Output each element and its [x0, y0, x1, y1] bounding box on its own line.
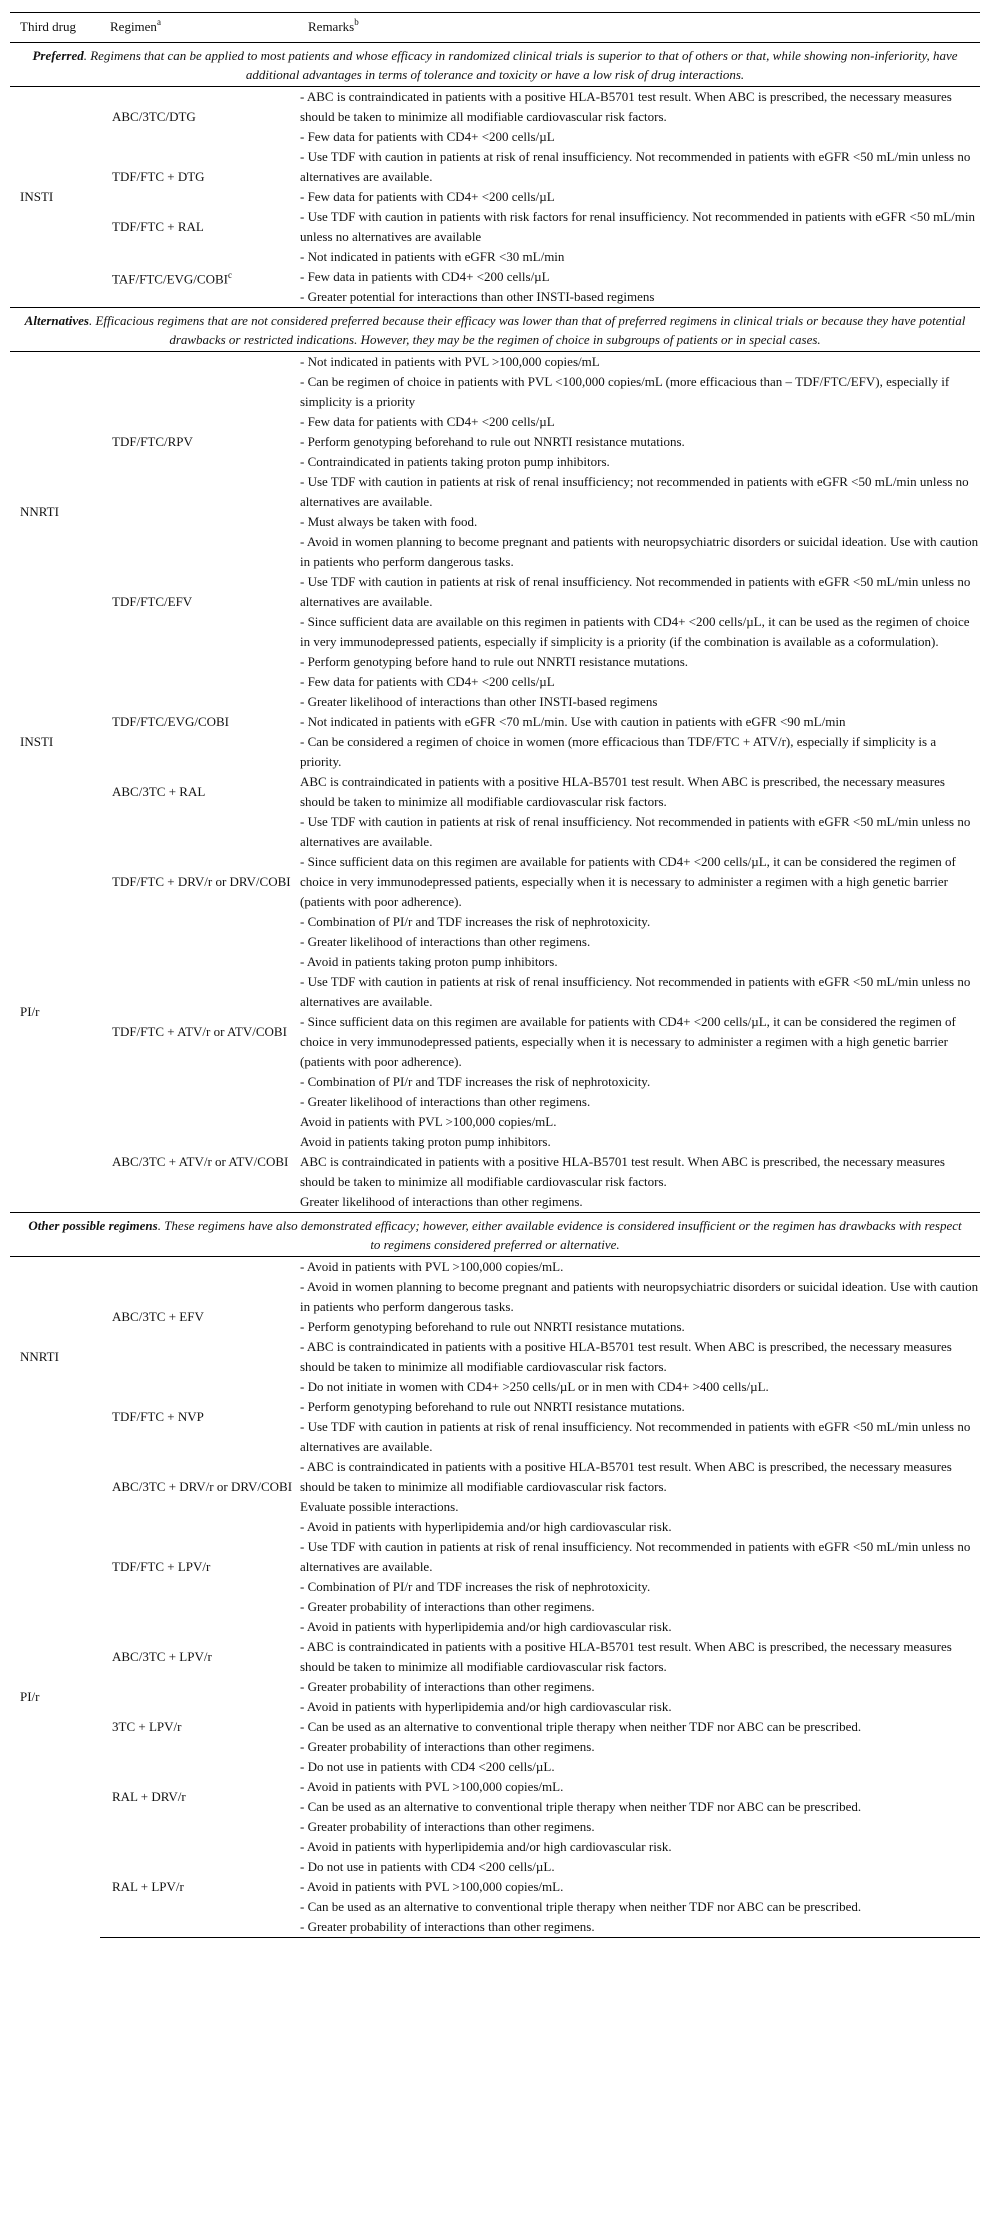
remark-line: - Avoid in women planning to become pregnant and patients with neuropsychiatric disorders or suicidal ideation. Use with caution in patients who perform dangerous tasks. — [300, 1279, 979, 1314]
remarks-cell — [298, 352, 980, 533]
regimen-label: ABC/3TC + RAL — [112, 784, 206, 799]
regimen-cell — [100, 1617, 298, 1697]
regimen-cell — [100, 87, 298, 148]
regimen-cell — [100, 1517, 298, 1617]
regimen-label: RAL + LPV/r — [112, 1879, 184, 1894]
remark-line: - Do not initiate in women with CD4+ >250 cells/µL or in men with CD4+ >400 cells/µL. — [300, 1379, 769, 1394]
regimen-row — [10, 1517, 980, 1617]
regimen-row — [10, 1757, 980, 1837]
table-body — [10, 43, 980, 1938]
remark-line: - Few data for patients with CD4+ <200 cells/µL — [300, 189, 555, 204]
remark-line: - Not indicated in patients with PVL >100,000 copies/mL — [300, 354, 600, 369]
remark-line: - Since sufficient data are available on this regimen in patients with CD4+ <200 cells/µL, it can be used as the regimen of choice in very immunodepressed patients, especially if simplicity is a priority (if the combination is available as a coformulation). — [300, 614, 970, 649]
remark-line: - Can be used as an alternative to conventional triple therapy when neither TDF nor ABC can be prescribed. — [300, 1719, 862, 1734]
remark-line: - Can be regimen of choice in patients with PVL <100,000 copies/mL (more efficacious than – TDF/FTC/EFV), especially if simplicity is a priority — [300, 374, 950, 409]
remark-line: - Few data in patients with CD4+ <200 cells/µL — [300, 269, 550, 284]
remark-line: - Not indicated in patients with eGFR <70 mL/min. Use with caution in patients with eGFR <90 mL/min — [300, 714, 846, 729]
regimen-cell — [100, 247, 298, 308]
remark-line: - Avoid in patients with PVL >100,000 copies/mL. — [300, 1879, 564, 1894]
regimen-label: TDF/FTC + RAL — [112, 219, 204, 234]
remarks-cell — [298, 1757, 980, 1837]
regimen-cell — [100, 1257, 298, 1378]
regimen-row — [10, 247, 980, 308]
regimen-cell — [100, 532, 298, 672]
regimen-table — [10, 12, 980, 1938]
remark-line: - Few data for patients with CD4+ <200 cells/µL — [300, 414, 555, 429]
regimen-cell — [100, 1112, 298, 1213]
section-heading — [10, 308, 980, 352]
regimen-cell — [100, 1837, 298, 1938]
regimen-label: ABC/3TC + EFV — [112, 1309, 204, 1324]
regimen-cell — [100, 147, 298, 207]
remark-line: - Use TDF with caution in patients at risk of renal insufficiency. Not recommended in patients with eGFR <50 mL/min unless no alternatives are available. — [300, 814, 971, 849]
section-heading — [10, 43, 980, 87]
remarks-cell — [298, 1837, 980, 1938]
regimen-cell — [100, 1757, 298, 1837]
regimen-cell — [100, 812, 298, 952]
remark-line: - Can be considered a regimen of choice in women (more efficacious than TDF/FTC + ATV/r), especially if simplicity is a priority. — [300, 734, 937, 769]
remark-line: - Use TDF with caution in patients at risk of renal insufficiency; not recommended in patients with eGFR <50 mL/min unless no alternatives are available. — [300, 474, 969, 509]
regimen-label: ABC/3TC + ATV/r or ATV/COBI — [112, 1154, 289, 1169]
remark-line: - Combination of PI/r and TDF increases the risk of nephrotoxicity. — [300, 914, 651, 929]
section-text: . Regimens that can be applied to most patients and whose efficacy in randomized clinical trials is superior to that of others or that, while showing non-inferiority, have additional advantages in terms of tolerance and toxicity or have a low risk of drug interactions. — [83, 48, 958, 82]
remark-line: ABC is contraindicated in patients with a positive HLA-B5701 test result. When ABC is prescribed, the necessary measures should be taken to minimize all modifiable cardiovascular risk factors. — [300, 774, 945, 809]
section-text: . These regimens have also demonstrated efficacy; however, either available evidence is considered insufficient or the regimen has drawbacks with respect to regimens considered preferred or alternative. — [157, 1218, 962, 1252]
remarks-cell — [298, 207, 980, 247]
regimen-row — [10, 772, 980, 812]
remarks-cell — [298, 1697, 980, 1757]
header-regimen: Regimen$^a$ — [100, 13, 298, 43]
remarks-cell — [298, 1257, 980, 1378]
remark-line: - Greater likelihood of interactions than other regimens. — [300, 934, 591, 949]
remark-line: - Greater probability of interactions than other regimens. — [300, 1679, 595, 1694]
remark-line: Evaluate possible interactions. — [300, 1499, 459, 1514]
remarks-cell — [298, 147, 980, 207]
section-heading — [10, 1213, 980, 1257]
remark-line: Avoid in patients with PVL >100,000 copies/mL. — [300, 1114, 557, 1129]
remarks-cell — [298, 812, 980, 952]
remark-line: - Perform genotyping beforehand to rule out NNRTI resistance mutations. — [300, 434, 685, 449]
regimen-row — [10, 1257, 980, 1378]
remark-line: - ABC is contraindicated in patients with a positive HLA-B5701 test result. When ABC is prescribed, the necessary measures should be taken to minimize all modifiable cardiovascular risk factors. — [300, 1459, 952, 1494]
remark-line: - Greater likelihood of interactions than other INSTI-based regimens — [300, 694, 658, 709]
third-drug-cell: PI/r — [20, 1689, 40, 1705]
regimen-cell — [100, 352, 298, 533]
remark-line: - Do not use in patients with CD4 <200 cells/µL. — [300, 1859, 555, 1874]
regimen-row — [10, 352, 980, 533]
remark-line: - Use TDF with caution in patients at risk of renal insufficiency. Not recommended in patients with eGFR <50 mL/min unless no alternatives are available. — [300, 574, 971, 609]
remark-line: - Greater probability of interactions than other regimens. — [300, 1739, 595, 1754]
regimen-row — [10, 1112, 980, 1213]
remark-line: - Use TDF with caution in patients at risk of renal insufficiency. Not recommended in patients with eGFR <50 mL/min unless no alternatives are available. — [300, 1419, 971, 1454]
remark-line: - Avoid in patients with PVL >100,000 copies/mL. — [300, 1779, 564, 1794]
regimen-label: TDF/FTC/EVG/COBI — [112, 714, 230, 729]
footnote-marker: a — [156, 17, 161, 27]
remark-line: - Avoid in patients with PVL >100,000 copies/mL. — [300, 1259, 564, 1274]
regimen-row — [10, 147, 980, 207]
remarks-cell — [298, 1457, 980, 1517]
remark-line: - Can be used as an alternative to conventional triple therapy when neither TDF nor ABC can be prescribed. — [300, 1799, 862, 1814]
section-text: . Efficacious regimens that are not considered preferred because their efficacy was lower than that of preferred regimens in clinical trials or because they have potential drawbacks or restricted indications. However, they may be the regimen of choice in subgroups of patients or in special cases. — [88, 313, 966, 347]
remark-line: - Perform genotyping before hand to rule out NNRTI resistance mutations. — [300, 654, 689, 669]
remarks-cell — [298, 1377, 980, 1457]
regimen-cell — [100, 207, 298, 247]
remarks-cell — [298, 247, 980, 308]
remark-line: - Can be used as an alternative to conventional triple therapy when neither TDF nor ABC can be prescribed. — [300, 1899, 862, 1914]
regimen-cell — [100, 1457, 298, 1517]
table-header — [10, 13, 980, 43]
regimen-row — [10, 532, 980, 672]
remarks-cell — [298, 952, 980, 1112]
section-title: Preferred — [32, 48, 84, 63]
header-third-drug: Third drug — [10, 13, 100, 43]
regimen-cell — [100, 952, 298, 1112]
remark-line: - Perform genotyping beforehand to rule out NNRTI resistance mutations. — [300, 1319, 685, 1334]
remark-line: - ABC is contraindicated in patients with a positive HLA-B5701 test result. When ABC is prescribed, the necessary measures should be taken to minimize all modifiable cardiovascular risk factors. — [300, 1639, 952, 1674]
remark-line: - Combination of PI/r and TDF increases the risk of nephrotoxicity. — [300, 1579, 651, 1594]
regimen-row — [10, 1697, 980, 1757]
remark-line: - Use TDF with caution in patients at risk of renal insufficiency. Not recommended in patients with eGFR <50 mL/min unless no alternatives are available. — [300, 1539, 971, 1574]
third-drug-cell: INSTI — [20, 734, 54, 749]
regimen-row — [10, 1377, 980, 1457]
remark-line: - Avoid in patients with hyperlipidemia and/or high cardiovascular risk. — [300, 1519, 672, 1534]
remark-line: - Few data for patients with CD4+ <200 cells/µL — [300, 129, 555, 144]
remark-line: - Use TDF with caution in patients at risk of renal insufficiency. Not recommended in patients with eGFR <50 mL/min unless no alternatives are available. — [300, 149, 971, 184]
remark-line: - ABC is contraindicated in patients with a positive HLA-B5701 test result. When ABC is prescribed, the necessary measures should be taken to minimize all modifiable cardiovascular risk factors. — [300, 89, 952, 124]
remark-line: - Combination of PI/r and TDF increases the risk of nephrotoxicity. — [300, 1074, 651, 1089]
regimen-table-document — [10, 12, 980, 1938]
regimen-row — [10, 1617, 980, 1697]
remark-line: - Use TDF with caution in patients with risk factors for renal insufficiency. Not recommended in patients with eGFR <50 mL/min unless no alternatives are available — [300, 209, 976, 244]
section-description — [10, 308, 980, 352]
regimen-label: TDF/FTC + NVP — [112, 1409, 204, 1424]
remark-line: - Few data for patients with CD4+ <200 cells/µL — [300, 674, 555, 689]
remarks-cell — [298, 1617, 980, 1697]
remark-line: Greater likelihood of interactions than other regimens. — [300, 1194, 583, 1209]
regimen-row — [10, 812, 980, 952]
remark-line: - ABC is contraindicated in patients with a positive HLA-B5701 test result. When ABC is prescribed, the necessary measures should be taken to minimize all modifiable cardiovascular risk factors. — [300, 1339, 952, 1374]
remarks-cell — [298, 1517, 980, 1617]
regimen-label: ABC/3TC/DTG — [112, 109, 196, 124]
regimen-row — [10, 1457, 980, 1517]
remark-line: - Avoid in patients with hyperlipidemia and/or high cardiovascular risk. — [300, 1699, 672, 1714]
remark-line: - Since sufficient data on this regimen are available for patients with CD4+ <200 cells/µL, it can be considered the regimen of choice in very immunodepressed patients, especially when it is necessary to administer a regimen with a high genetic barrier (patients with poor adherence). — [300, 854, 956, 909]
remark-line: - Must always be taken with food. — [300, 514, 478, 529]
remark-line: - Avoid in women planning to become pregnant and patients with neuropsychiatric disorders or suicidal ideation. Use with caution in patients who perform dangerous tasks. — [300, 534, 979, 569]
regimen-label: TDF/FTC/RPV — [112, 434, 193, 449]
remark-line: - Not indicated in patients with eGFR <30 mL/min — [300, 249, 565, 264]
remarks-cell — [298, 1112, 980, 1213]
regimen-label: TDF/FTC + ATV/r or ATV/COBI — [112, 1024, 287, 1039]
section-description — [10, 43, 980, 87]
regimen-row — [10, 1837, 980, 1938]
regimen-label: TDF/FTC + DRV/r or DRV/COBI — [112, 874, 291, 889]
regimen-row — [10, 207, 980, 247]
third-drug-cell: NNRTI — [10, 1257, 100, 1458]
remarks-cell — [298, 532, 980, 672]
regimen-cell — [100, 1697, 298, 1757]
remark-line: - Avoid in patients taking proton pump inhibitors. — [300, 954, 558, 969]
footnote-marker: b — [354, 17, 359, 27]
remark-line: - Greater probability of interactions than other regimens. — [300, 1599, 595, 1614]
remark-line: - Do not use in patients with CD4 <200 cells/µL. — [300, 1759, 555, 1774]
third-drug-cell: NNRTI — [10, 352, 100, 673]
regimen-label: 3TC + LPV/r — [112, 1719, 182, 1734]
remarks-cell — [298, 672, 980, 772]
third-drug-cell: PI/r — [20, 1004, 40, 1019]
remark-line: - Avoid in patients with hyperlipidemia and/or high cardiovascular risk. — [300, 1619, 672, 1634]
third-drug-cell: INSTI — [10, 87, 100, 308]
remark-line: Avoid in patients taking proton pump inhibitors. — [300, 1134, 551, 1149]
remarks-cell — [298, 772, 980, 812]
regimen-label: TDF/FTC + DTG — [112, 169, 205, 184]
remark-line: - Avoid in patients with hyperlipidemia and/or high cardiovascular risk. — [300, 1839, 672, 1854]
remark-line: - Use TDF with caution in patients at risk of renal insufficiency. Not recommended in patients with eGFR <50 mL/min unless no alternatives are available. — [300, 974, 971, 1009]
regimen-label: ABC/3TC + DRV/r or DRV/COBI — [112, 1479, 293, 1494]
remark-line: - Greater probability of interactions than other regimens. — [300, 1819, 595, 1834]
remark-line: - Contraindicated in patients taking proton pump inhibitors. — [300, 454, 610, 469]
regimen-row — [10, 87, 980, 148]
header-remarks: Remarks$^b$ — [298, 13, 980, 43]
regimen-cell — [100, 672, 298, 772]
regimen-label: TDF/FTC + LPV/r — [112, 1559, 211, 1574]
regimen-cell — [100, 772, 298, 812]
regimen-label: ABC/3TC + LPV/r — [112, 1649, 212, 1664]
remark-line: - Greater probability of interactions than other regimens. — [300, 1919, 595, 1934]
regimen-row — [10, 952, 980, 1112]
remark-line: ABC is contraindicated in patients with a positive HLA-B5701 test result. When ABC is prescribed, the necessary measures should be taken to minimize all modifiable cardiovascular risk factors. — [300, 1154, 945, 1189]
remark-line: - Greater likelihood of interactions than other regimens. — [300, 1094, 591, 1109]
remarks-cell — [298, 87, 980, 148]
section-description — [10, 1213, 980, 1257]
section-title: Alternatives — [24, 313, 89, 328]
regimen-label: TAF/FTC/EVG/COBI — [112, 271, 228, 287]
section-title: Other possible regimens — [28, 1218, 158, 1233]
regimen-cell — [100, 1377, 298, 1457]
regimen-label: RAL + DRV/r — [112, 1789, 186, 1804]
remark-line: - Greater potential for interactions than other INSTI-based regimens — [300, 289, 655, 304]
regimen-label: TDF/FTC/EFV — [112, 594, 193, 609]
remark-line: - Since sufficient data on this regimen are available for patients with CD4+ <200 cells/µL, it can be considered the regimen of choice in very immunodepressed patients, especially when it is necessary to administer a regimen with a high genetic barrier (patients with poor adherence). — [300, 1014, 956, 1069]
remark-line: - Perform genotyping beforehand to rule out NNRTI resistance mutations. — [300, 1399, 685, 1414]
regimen-row — [10, 672, 980, 772]
footnote-marker: c — [227, 269, 232, 280]
